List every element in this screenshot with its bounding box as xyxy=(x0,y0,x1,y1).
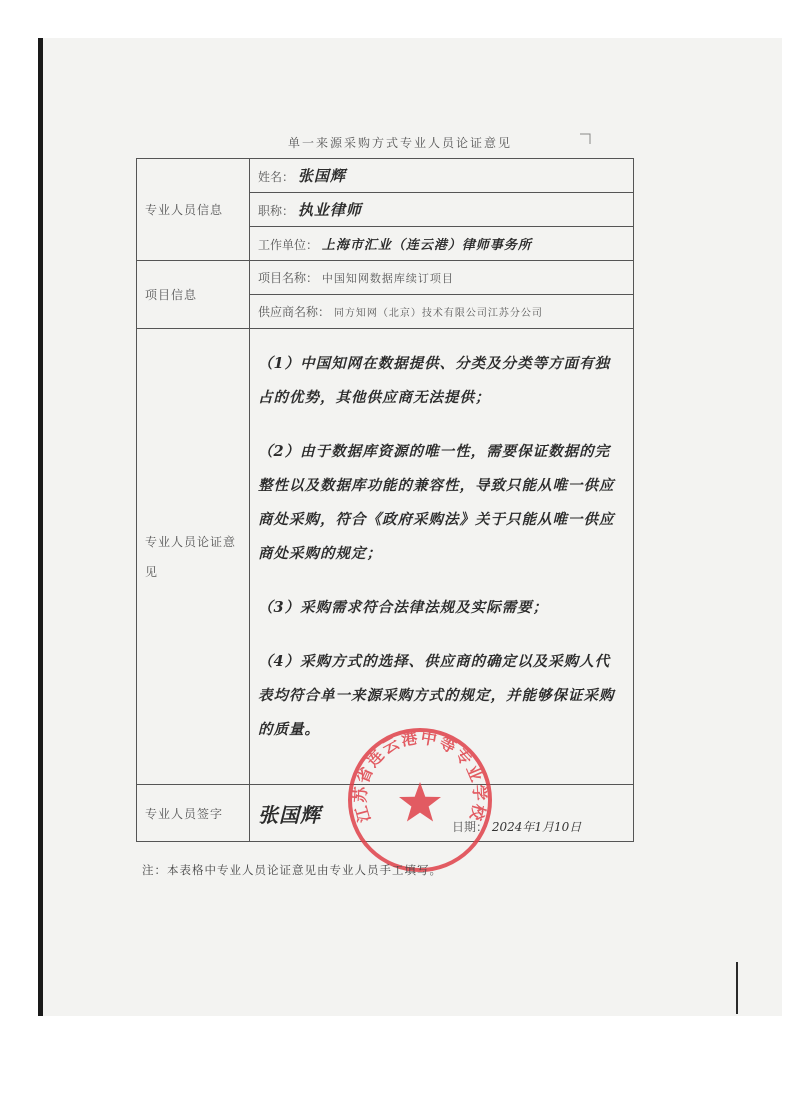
scan-edge-mark xyxy=(736,962,738,1014)
supplier-value: 同方知网（北京）技术有限公司江苏分公司 xyxy=(333,308,543,319)
opinion-paragraph-1: （1）中国知网在数据提供、分类及分类等方面有独占的优势，其他供应商无法提供； xyxy=(258,354,611,406)
supplier-field xyxy=(250,295,634,329)
opinion-paragraph-2: （2）由于数据库资源的唯一性，需要保证数据的完整性以及数据库功能的兼容性，导致只能从唯一供应商处采购，符合《政府采购法》关于只能从唯一供应商处采购的规定； xyxy=(258,442,615,562)
opinion-section-label: 专业人员论证意见 xyxy=(145,534,237,579)
document-title: 单一来源采购方式专业人员论证意见 xyxy=(287,136,512,150)
project-info-section-label: 项目信息 xyxy=(137,261,250,329)
opinion-paragraph-3: （3）采购需求符合法律法规及实际需要； xyxy=(258,598,549,616)
project-name-value: 中国知网数据库续订项目 xyxy=(321,272,454,285)
opinion-section-label-cell xyxy=(137,329,250,785)
expert-info-section-label: 专业人员信息 xyxy=(137,159,250,261)
signature-section-label: 专业人员签字 xyxy=(137,785,250,842)
title-handwritten-value: 执业律师 xyxy=(297,201,362,219)
footnote: 注：本表格中专业人员论证意见由专业人员手工填写。 xyxy=(142,863,442,877)
employer-handwritten-value: 上海市汇业（连云港）律师事务所 xyxy=(321,238,532,253)
name-label: 姓名： xyxy=(258,170,295,184)
date-handwritten-value: 2024年1月10日 xyxy=(491,820,582,834)
handwritten-signature: 张国辉 xyxy=(258,802,321,827)
supplier-label: 供应商名称： xyxy=(258,305,331,319)
date-label: 日期： xyxy=(452,820,489,834)
employer-field xyxy=(250,227,634,261)
scan-edge-shadow xyxy=(38,38,43,1016)
date-field xyxy=(452,818,581,835)
title-label: 职称： xyxy=(258,204,295,218)
project-name-label: 项目名称： xyxy=(258,271,319,285)
seal-text: 江苏省连云港中等专业学校 xyxy=(350,727,490,825)
opinion-form-table xyxy=(136,158,634,842)
name-field xyxy=(250,159,634,193)
opinion-text-area xyxy=(250,329,634,785)
employer-label: 工作单位： xyxy=(258,238,319,252)
name-handwritten-value: 张国辉 xyxy=(297,167,346,185)
opinion-paragraph-4: （4）采购方式的选择、供应商的确定以及采购人代表均符合单一来源采购方式的规定，并能够保证采购的质量。 xyxy=(258,652,615,738)
title-field xyxy=(250,193,634,227)
project-name-field xyxy=(250,261,634,295)
